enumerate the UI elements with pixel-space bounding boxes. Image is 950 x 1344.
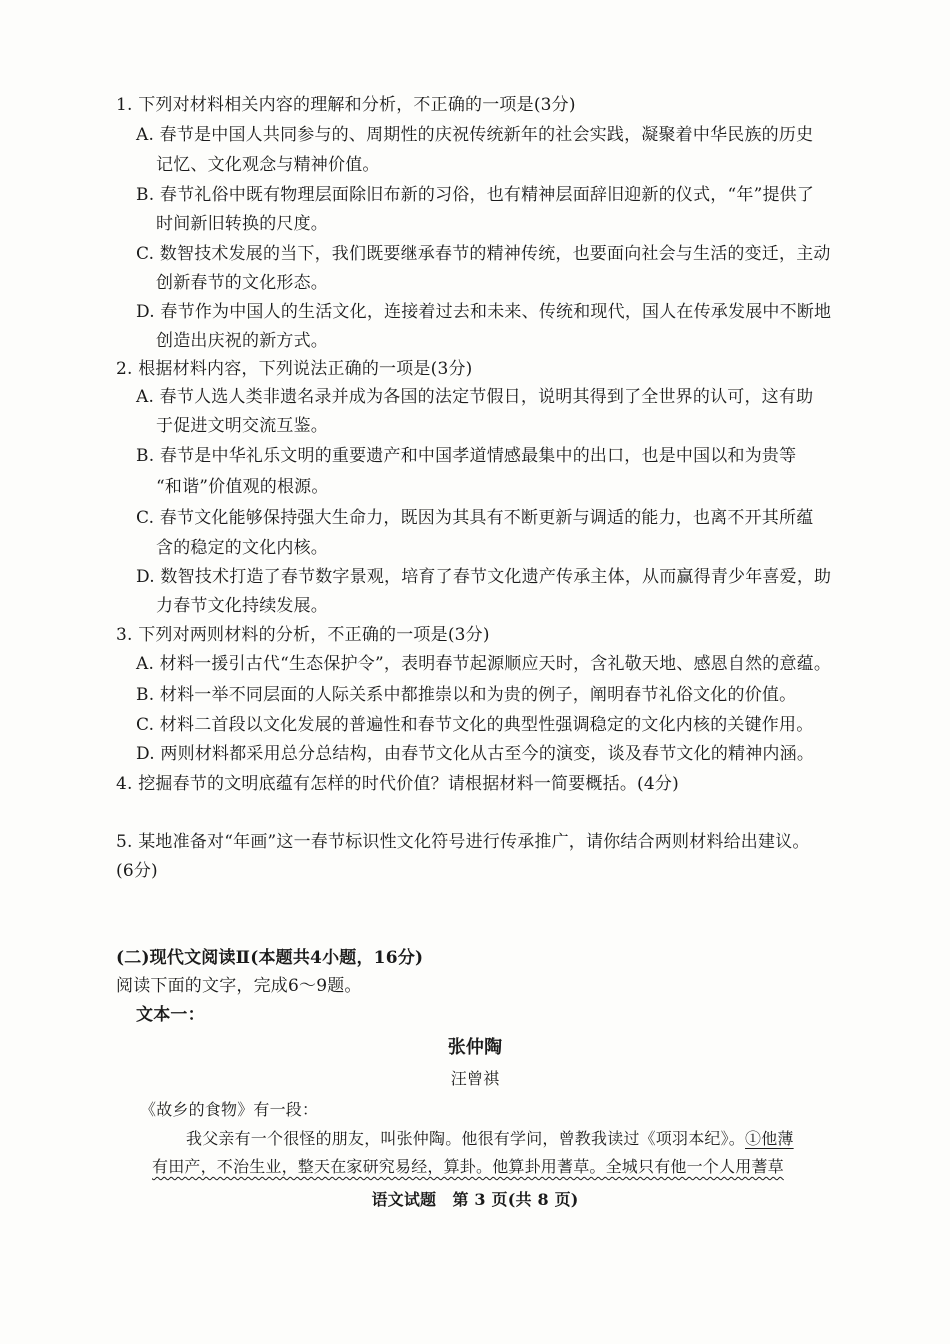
article-author: 汪曾祺	[450, 1069, 500, 1088]
q2-option-a-line2: 于促进文明交流互鉴。	[156, 416, 328, 436]
marked-sentence-start: ①他薄	[745, 1129, 794, 1148]
article-paragraph-line1	[186, 1128, 794, 1150]
q1-option-b-line2: 时间新旧转换的尺度。	[156, 214, 328, 234]
q1-stem: 1. 下列对材料相关内容的理解和分析，不正确的一项是(3分)	[116, 95, 576, 115]
q2-stem: 2. 根据材料内容，下列说法正确的一项是(3分)	[116, 359, 473, 379]
q3-option-c: C. 材料二首段以文化发展的普遍性和春节文化的典型性强调稳定的文化内核的关键作用。	[136, 715, 814, 735]
q3-option-b: B. 材料一举不同层面的人际关系中都推崇以和为贵的例子，阐明春节礼俗文化的价值。	[136, 685, 797, 705]
q1-option-c-line2: 创新春节的文化形态。	[156, 273, 328, 293]
q1-option-a-line1: A. 春节是中国人共同参与的、周期性的庆祝传统新年的社会实践，凝聚着中华民族的历史	[136, 125, 814, 145]
page-footer: 语文试题 第 3 页(共 8 页)	[371, 1190, 579, 1209]
q4-stem: 4. 挖掘春节的文明底蕴有怎样的时代价值？请根据材料一简要概括。(4分)	[116, 774, 679, 794]
q2-option-d-line1: D. 数智技术打造了春节数字景观，培育了春节文化遗产传承主体，从而赢得青少年喜爱，助	[136, 567, 832, 587]
q3-option-d: D. 两则材料都采用总分总结构，由春节文化从古至今的演变，谈及春节文化的精神内涵。	[136, 744, 815, 764]
q5-stem-line1: 5. 某地准备对“年画”这一春节标识性文化符号进行传承推广，请你结合两则材料给出建议。	[116, 832, 810, 852]
article-title: 张仲陶	[447, 1037, 503, 1058]
q1-option-d-line1: D. 春节作为中国人的生活文化，连接着过去和未来、传统和现代，国人在传承发展中不断地	[136, 302, 832, 322]
q2-option-c-line1: C. 春节文化能够保持强大生命力，既因为其具有不断更新与调适的能力，也离不开其所蕴	[136, 508, 814, 528]
q1-option-a-line2: 记忆、文化观念与精神价值。	[156, 155, 380, 175]
text-one-label: 文本一：	[136, 1005, 205, 1025]
q1-option-d-line2: 创造出庆祝的新方式。	[156, 331, 328, 351]
q2-option-b-line2: “和谐”价值观的根源。	[156, 477, 329, 497]
q3-option-a: A. 材料一援引古代“生态保护令”，表明春节起源顺应天时，含礼敬天地、感恩自然的意蕴。	[136, 654, 832, 674]
q2-option-d-line2: 力春节文化持续发展。	[156, 596, 328, 616]
q2-option-b-line1: B. 春节是中华礼乐文明的重要遗产和中国孝道情感最集中的出口，也是中国以和为贵等	[136, 446, 797, 466]
q1-option-c-line1: C. 数智技术发展的当下，我们既要继承春节的精神传统，也要面向社会与生活的变迁，主动	[136, 244, 831, 264]
q1-option-b-line1: B. 春节礼俗中既有物理层面除旧布新的习俗，也有精神层面辞旧迎新的仪式，“年”提供了	[136, 185, 815, 205]
q5-stem-line2: (6分)	[116, 861, 158, 881]
article-intro: 《故乡的食物》有一段：	[140, 1100, 319, 1119]
q3-stem: 3. 下列对两则材料的分析，不正确的一项是(3分)	[116, 625, 490, 645]
q2-option-a-line1: A. 春节人选人类非遗名录并成为各国的法定节假日，说明其得到了全世界的认可，这有助	[136, 387, 814, 407]
section2-heading: (二)现代文阅读Ⅱ(本题共4小题，16分)	[116, 948, 424, 968]
q2-option-c-line2: 含的稳定的文化内核。	[156, 538, 328, 558]
article-paragraph-text: 我父亲有一个很怪的朋友，叫张仲陶。他很有学问，曾教我读过《项羽本纪》。	[186, 1129, 746, 1148]
article-paragraph-line2: 有田产，不治生业，整天在家研究易经，算卦。他算卦用蓍草。全城只有他一个人用蓍草	[152, 1157, 784, 1176]
section2-instruction: 阅读下面的文字，完成6～9题。	[116, 976, 362, 996]
